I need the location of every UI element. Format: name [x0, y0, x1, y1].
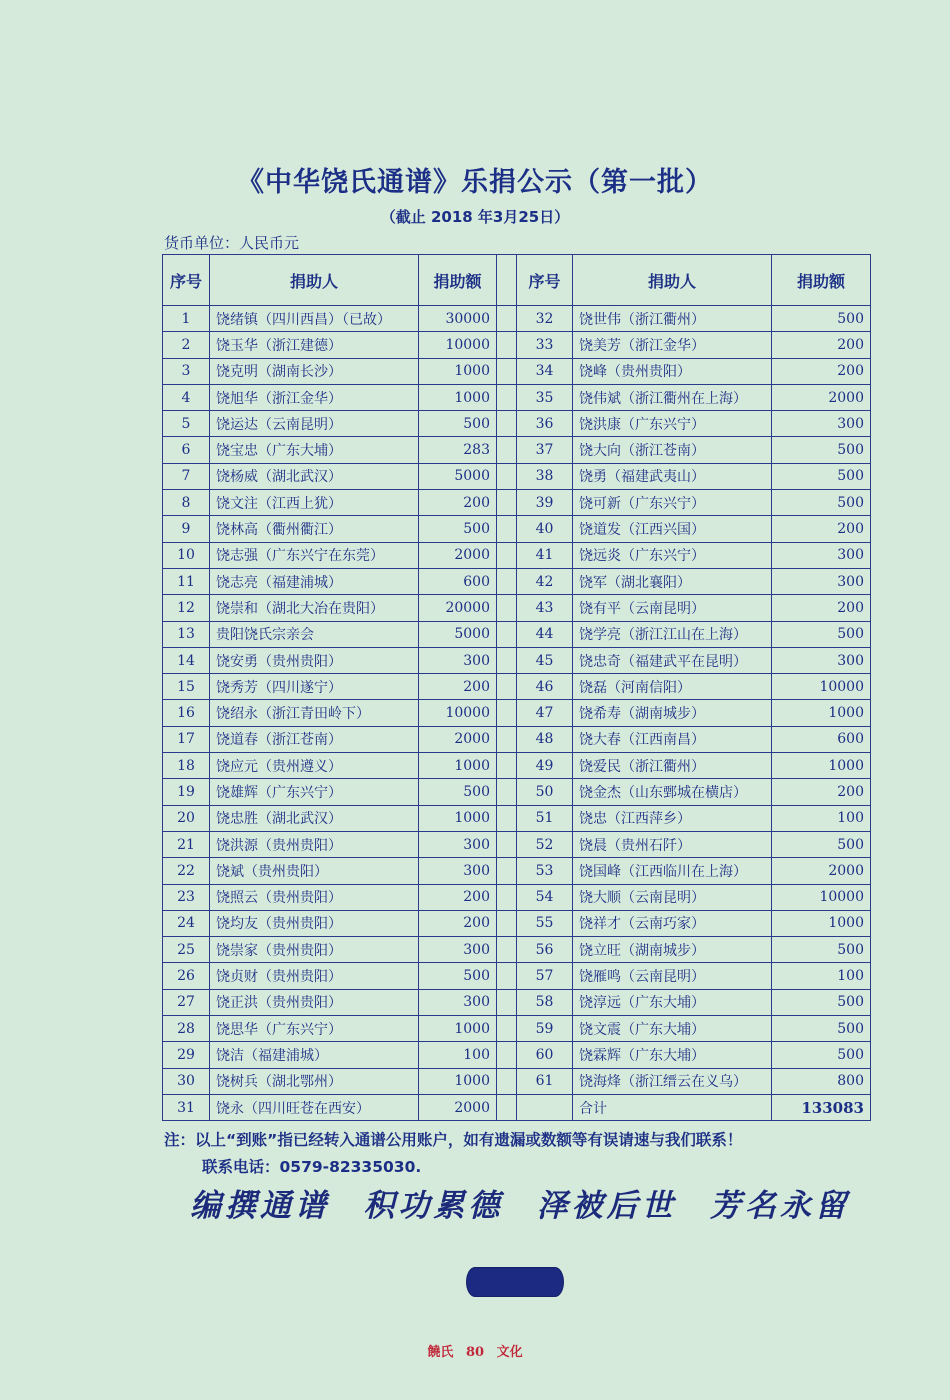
donor-left: 饶贞财（贵州贵阳）: [210, 963, 419, 989]
seq-right: 32: [517, 306, 573, 332]
amount-right: 500: [772, 989, 871, 1015]
donor-left: 饶应元（贵州遵义）: [210, 753, 419, 779]
column-separator: [497, 884, 517, 910]
seq-left: 2: [163, 332, 210, 358]
amount-left: 500: [419, 411, 497, 437]
column-separator: [497, 490, 517, 516]
table-row: [163, 384, 871, 410]
amount-left: 300: [419, 989, 497, 1015]
donor-left: 饶正洪（贵州贵阳）: [210, 989, 419, 1015]
table-row: [163, 779, 871, 805]
amount-right: 300: [772, 568, 871, 594]
donor-right: 饶海烽（浙江缙云在义乌）: [573, 1068, 772, 1094]
table-row: [163, 595, 871, 621]
column-separator: [497, 306, 517, 332]
donor-right: 饶学亮（浙江江山在上海）: [573, 621, 772, 647]
amount-left: 300: [419, 831, 497, 857]
column-separator: [497, 779, 517, 805]
column-separator: [497, 989, 517, 1015]
amount-right: 1000: [772, 700, 871, 726]
column-separator: [497, 858, 517, 884]
donor-right: 饶磊（河南信阳）: [573, 674, 772, 700]
seq-right: 42: [517, 568, 573, 594]
column-separator: [497, 463, 517, 489]
table-row: [163, 858, 871, 884]
seq-left: 4: [163, 384, 210, 410]
amount-left: 600: [419, 568, 497, 594]
amount-left: 200: [419, 490, 497, 516]
table-row: [163, 963, 871, 989]
amount-left: 300: [419, 647, 497, 673]
seq-left: 23: [163, 884, 210, 910]
column-separator: [497, 937, 517, 963]
page-footer: [0, 1341, 950, 1360]
table-row: [163, 674, 871, 700]
column-separator: [497, 805, 517, 831]
seq-right: 36: [517, 411, 573, 437]
seq-left: 30: [163, 1068, 210, 1094]
amount-right: 1000: [772, 753, 871, 779]
column-separator: [497, 255, 517, 306]
seq-left: 27: [163, 989, 210, 1015]
column-separator: [497, 674, 517, 700]
amount-right: 10000: [772, 884, 871, 910]
column-separator: [497, 1094, 517, 1120]
donor-left: 饶安勇（贵州贵阳）: [210, 647, 419, 673]
seq-right: 53: [517, 858, 573, 884]
table-row: [163, 463, 871, 489]
amount-left: 10000: [419, 332, 497, 358]
column-separator: [497, 384, 517, 410]
amount-right: 300: [772, 411, 871, 437]
amount-left: 2000: [419, 1094, 497, 1120]
seq-right: 57: [517, 963, 573, 989]
seq-left: 6: [163, 437, 210, 463]
donor-left: 饶运达（云南昆明）: [210, 411, 419, 437]
seq-left: 16: [163, 700, 210, 726]
table-row: [163, 884, 871, 910]
column-separator: [497, 332, 517, 358]
seq-right: 49: [517, 753, 573, 779]
column-separator: [497, 542, 517, 568]
amount-right: 500: [772, 437, 871, 463]
donor-right: 饶国峰（江西临川在上海）: [573, 858, 772, 884]
column-separator: [497, 647, 517, 673]
table-header-row: [163, 255, 871, 306]
amount-right: 2000: [772, 858, 871, 884]
amount-left: 100: [419, 1042, 497, 1068]
seq-left: 21: [163, 831, 210, 857]
column-separator: [497, 963, 517, 989]
donor-right: 饶远炎（广东兴宁）: [573, 542, 772, 568]
amount-right: 100: [772, 963, 871, 989]
column-separator: [497, 910, 517, 936]
page-title: 《中华饶氏通谱》乐捐公示（第一批）: [237, 167, 713, 198]
donor-left: 饶洪源（贵州贵阳）: [210, 831, 419, 857]
amount-right: 300: [772, 542, 871, 568]
seq-left: 18: [163, 753, 210, 779]
amount-left: 283: [419, 437, 497, 463]
table-row: [163, 1068, 871, 1094]
column-separator: [497, 568, 517, 594]
column-separator: [497, 595, 517, 621]
amount-right: 200: [772, 358, 871, 384]
slogan: 编撰通谱: [190, 1188, 330, 1224]
donor-left: 饶宝忠（广东大埔）: [210, 437, 419, 463]
donor-left: 饶照云（贵州贵阳）: [210, 884, 419, 910]
seq-left: 17: [163, 726, 210, 752]
table-row: [163, 306, 871, 332]
amount-left: 200: [419, 674, 497, 700]
seq-right: 40: [517, 516, 573, 542]
amount-left: 200: [419, 910, 497, 936]
table-row: [163, 700, 871, 726]
amount-left: 2000: [419, 542, 497, 568]
column-separator: [497, 437, 517, 463]
donor-left: 饶洁（福建浦城）: [210, 1042, 419, 1068]
amount-right: 500: [772, 937, 871, 963]
amount-right: 500: [772, 1016, 871, 1042]
donor-right: 饶雁鸣（云南昆明）: [573, 963, 772, 989]
seq-right: 54: [517, 884, 573, 910]
donor-left: 饶林高（衢州衢江）: [210, 516, 419, 542]
donor-right: 饶世伟（浙江衢州）: [573, 306, 772, 332]
account-note: 注：以上“到账”指已经转入通谱公用账户，如有遗漏或数额等有误请速与我们联系！: [164, 1131, 743, 1149]
donation-table: [162, 254, 871, 1121]
donor-right: 饶道发（江西兴国）: [573, 516, 772, 542]
column-separator: [497, 1042, 517, 1068]
seq-right: 39: [517, 490, 573, 516]
amount-right: 300: [772, 647, 871, 673]
donor-right: 饶勇（福建武夷山）: [573, 463, 772, 489]
column-separator: [497, 753, 517, 779]
table-row: [163, 411, 871, 437]
table-row: [163, 1016, 871, 1042]
contact-phone: 联系电话：0579-82335030.: [202, 1158, 422, 1176]
donor-left: 饶崇和（湖北大冶在贵阳）: [210, 595, 419, 621]
seq-right: 44: [517, 621, 573, 647]
amount-right: 2000: [772, 384, 871, 410]
table-row: [163, 937, 871, 963]
column-separator: [497, 411, 517, 437]
seq-right: 51: [517, 805, 573, 831]
amount-left: 300: [419, 858, 497, 884]
header-seq-right: 序号: [517, 255, 573, 306]
amount-left: 200: [419, 884, 497, 910]
seq-left: 26: [163, 963, 210, 989]
header-amount-left: 捐助额: [419, 255, 497, 306]
slogan: 芳名永留: [709, 1188, 850, 1224]
donor-left: 饶旭华（浙江金华）: [210, 384, 419, 410]
amount-right: 800: [772, 1068, 871, 1094]
seq-right: 60: [517, 1042, 573, 1068]
currency-label: 货币单位：人民币元: [164, 234, 300, 252]
table-row: [163, 542, 871, 568]
amount-left: 500: [419, 516, 497, 542]
seq-left: 10: [163, 542, 210, 568]
table-row: [163, 831, 871, 857]
column-separator: [497, 831, 517, 857]
donor-right: 饶立旺（湖南城步）: [573, 937, 772, 963]
donor-left: 饶杨威（湖北武汉）: [210, 463, 419, 489]
page-number: 80: [465, 1345, 485, 1360]
donor-right: 饶大春（江西南昌）: [573, 726, 772, 752]
column-separator: [497, 1068, 517, 1094]
donor-right: 饶爱民（浙江衢州）: [573, 753, 772, 779]
seq-right: 61: [517, 1068, 573, 1094]
donor-left: 饶树兵（湖北鄂州）: [210, 1068, 419, 1094]
donor-right: 饶美芳（浙江金华）: [573, 332, 772, 358]
table-row: [163, 647, 871, 673]
amount-right: 500: [772, 1042, 871, 1068]
seq-left: 5: [163, 411, 210, 437]
donor-right: 饶伟斌（浙江衢州在上海）: [573, 384, 772, 410]
seq-right: 55: [517, 910, 573, 936]
column-separator: [497, 516, 517, 542]
donor-right: 饶忠（江西萍乡）: [573, 805, 772, 831]
donor-right: 饶霖辉（广东大埔）: [573, 1042, 772, 1068]
seq-right: 33: [517, 332, 573, 358]
table-row: [163, 332, 871, 358]
donor-right: 饶文震（广东大埔）: [573, 1016, 772, 1042]
donor-right: 饶有平（云南昆明）: [573, 595, 772, 621]
seq-left: 14: [163, 647, 210, 673]
donor-right: 饶洪康（广东兴宁）: [573, 411, 772, 437]
seq-left: 9: [163, 516, 210, 542]
slogan: 积功累德: [363, 1188, 504, 1224]
seq-right: 59: [517, 1016, 573, 1042]
header-amount-right: 捐助额: [772, 255, 871, 306]
donor-left: 饶秀芳（四川遂宁）: [210, 674, 419, 700]
table-row: [163, 753, 871, 779]
amount-right: 200: [772, 779, 871, 805]
seq-left: 19: [163, 779, 210, 805]
donor-left: 饶思华（广东兴宁）: [210, 1016, 419, 1042]
seq-right: 47: [517, 700, 573, 726]
seq-left: 25: [163, 937, 210, 963]
seq-right: 37: [517, 437, 573, 463]
donor-left: 饶道春（浙江苍南）: [210, 726, 419, 752]
seq-right: 45: [517, 647, 573, 673]
amount-right: 200: [772, 595, 871, 621]
seq-right: 56: [517, 937, 573, 963]
table-row: [163, 568, 871, 594]
amount-right: 200: [772, 332, 871, 358]
table-row: [163, 490, 871, 516]
donor-left: 饶绪镇（四川西昌）（已故）: [210, 306, 419, 332]
donor-right: 饶希寿（湖南城步）: [573, 700, 772, 726]
amount-right: 500: [772, 463, 871, 489]
donor-right: 饶可新（广东兴宁）: [573, 490, 772, 516]
amount-right: 500: [772, 306, 871, 332]
amount-right: 600: [772, 726, 871, 752]
amount-right: 500: [772, 831, 871, 857]
donor-left: 饶崇家（贵州贵阳）: [210, 937, 419, 963]
donor-left: 饶志强（广东兴宁在东莞）: [210, 542, 419, 568]
seq-left: 1: [163, 306, 210, 332]
amount-right: 500: [772, 621, 871, 647]
seq-left: 28: [163, 1016, 210, 1042]
amount-left: 10000: [419, 700, 497, 726]
donor-left: 饶克明（湖南长沙）: [210, 358, 419, 384]
donor-left: 饶忠胜（湖北武汉）: [210, 805, 419, 831]
seq-left: 15: [163, 674, 210, 700]
footer-left-text: 饒氏: [427, 1345, 454, 1360]
seq-right: [517, 1094, 573, 1120]
seq-left: 11: [163, 568, 210, 594]
seq-right: 52: [517, 831, 573, 857]
amount-right: 133083: [772, 1094, 871, 1120]
amount-right: 200: [772, 516, 871, 542]
donor-left: 饶永（四川旺苍在西安）: [210, 1094, 419, 1120]
table-row: [163, 805, 871, 831]
seq-left: 3: [163, 358, 210, 384]
seq-left: 13: [163, 621, 210, 647]
donor-right: 饶峰（贵州贵阳）: [573, 358, 772, 384]
column-separator: [497, 621, 517, 647]
seq-right: 41: [517, 542, 573, 568]
donor-right: 饶祥才（云南巧家）: [573, 910, 772, 936]
page-badge-ornament: [467, 1268, 563, 1296]
seq-left: 22: [163, 858, 210, 884]
donor-left: 饶均友（贵州贵阳）: [210, 910, 419, 936]
table-row: [163, 910, 871, 936]
amount-left: 20000: [419, 595, 497, 621]
amount-left: 500: [419, 963, 497, 989]
header-donor-right: 捐助人: [573, 255, 772, 306]
amount-left: 1000: [419, 384, 497, 410]
donor-right: 饶忠奇（福建武平在昆明）: [573, 647, 772, 673]
seq-right: 43: [517, 595, 573, 621]
seq-right: 46: [517, 674, 573, 700]
seq-right: 34: [517, 358, 573, 384]
amount-right: 1000: [772, 910, 871, 936]
seq-right: 48: [517, 726, 573, 752]
table-row: [163, 437, 871, 463]
column-separator: [497, 726, 517, 752]
amount-right: 500: [772, 490, 871, 516]
seq-left: 31: [163, 1094, 210, 1120]
table-body: [163, 306, 871, 1121]
column-separator: [497, 1016, 517, 1042]
table-row: [163, 358, 871, 384]
seq-left: 24: [163, 910, 210, 936]
amount-left: 1000: [419, 358, 497, 384]
table-row: [163, 516, 871, 542]
donor-left: 贵阳饶氏宗亲会: [210, 621, 419, 647]
donor-right: 饶大向（浙江苍南）: [573, 437, 772, 463]
seq-left: 7: [163, 463, 210, 489]
donor-right: 饶金杰（山东鄄城在横店）: [573, 779, 772, 805]
donor-right: 饶军（湖北襄阳）: [573, 568, 772, 594]
amount-left: 1000: [419, 753, 497, 779]
header-donor-left: 捐助人: [210, 255, 419, 306]
table-row: [163, 621, 871, 647]
amount-left: 2000: [419, 726, 497, 752]
amount-left: 1000: [419, 805, 497, 831]
amount-left: 5000: [419, 621, 497, 647]
slogan: 泽被后世: [536, 1188, 677, 1224]
amount-left: 30000: [419, 306, 497, 332]
donor-left: 饶绍永（浙江青田岭下）: [210, 700, 419, 726]
column-separator: [497, 700, 517, 726]
amount-right: 100: [772, 805, 871, 831]
seq-right: 50: [517, 779, 573, 805]
seq-left: 8: [163, 490, 210, 516]
column-separator: [497, 358, 517, 384]
seq-left: 29: [163, 1042, 210, 1068]
donor-left: 饶玉华（浙江建德）: [210, 332, 419, 358]
donor-right: 合计: [573, 1094, 772, 1120]
seq-right: 35: [517, 384, 573, 410]
footer-right-text: 文化: [496, 1345, 523, 1360]
amount-left: 1000: [419, 1068, 497, 1094]
slogan-row: [190, 1180, 850, 1225]
donor-right: 饶晨（贵州石阡）: [573, 831, 772, 857]
donor-left: 饶文注（江西上犹）: [210, 490, 419, 516]
donor-left: 饶斌（贵州贵阳）: [210, 858, 419, 884]
amount-left: 5000: [419, 463, 497, 489]
amount-left: 1000: [419, 1016, 497, 1042]
amount-right: 10000: [772, 674, 871, 700]
seq-left: 12: [163, 595, 210, 621]
amount-left: 300: [419, 937, 497, 963]
table-row: [163, 1094, 871, 1120]
seq-right: 38: [517, 463, 573, 489]
table-row: [163, 989, 871, 1015]
seq-right: 58: [517, 989, 573, 1015]
amount-left: 500: [419, 779, 497, 805]
table-row: [163, 1042, 871, 1068]
table-row: [163, 726, 871, 752]
donor-right: 饶大顺（云南昆明）: [573, 884, 772, 910]
header-seq-left: 序号: [163, 255, 210, 306]
seq-left: 20: [163, 805, 210, 831]
donor-left: 饶雄辉（广东兴宁）: [210, 779, 419, 805]
date-subtitle: （截止 2018 年3月25日）: [380, 208, 570, 226]
donor-right: 饶淳远（广东大埔）: [573, 989, 772, 1015]
donor-left: 饶志亮（福建浦城）: [210, 568, 419, 594]
